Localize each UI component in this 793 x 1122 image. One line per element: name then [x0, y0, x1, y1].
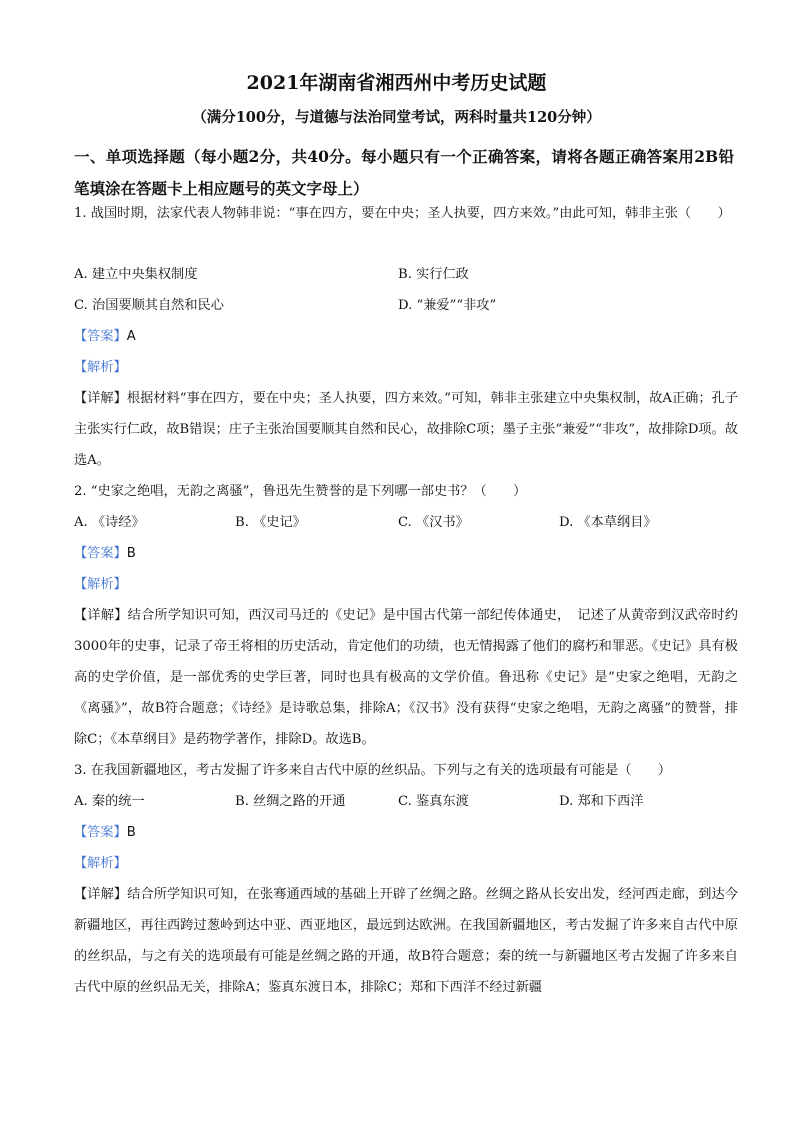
analysis-tag: 【解析】 [74, 577, 127, 592]
question-3-stem: 3. 在我国新疆地区，考古发掘了许多来自古代中原的丝织品。下列与之有关的选项最有可能是（ ） [74, 763, 672, 778]
question-2-detail [74, 600, 738, 755]
question-3-option-d: D. 郑和下西洋 [559, 794, 644, 809]
analysis-tag: 【解析】 [74, 856, 127, 871]
question-1-answer [74, 321, 136, 352]
question-3-detail-text: 结合所学知识可知，在张骞通西域的基础上开辟了丝绸之路。丝绸之路从长安出发，经河西走廊，到达今新疆地区，再往西跨过葱岭到达中亚、西亚地区，最远到达欧洲。在我国新疆地区，考古发掘了许多来自古代中原的丝织品，与之有关的选项最有可能是丝绸之路的开通，故B符合题意；秦的统一与新疆地区考古发掘了许多来自古代中原的丝织品无关，排除A；鉴真东渡日本，排除C；郑和下西洋不经过新疆 [74, 887, 739, 995]
detail-tag: 【详解】 [74, 887, 128, 902]
question-3-option-b: B. 丝绸之路的开通 [235, 794, 346, 809]
analysis-tag: 【解析】 [74, 360, 127, 375]
question-1-stem: 1. 战国时期，法家代表人物韩非说：“事在四方，要在中央；圣人执要，四方来效。”由此可知，韩非主张（ ） [74, 206, 731, 221]
question-3-answer [74, 817, 136, 848]
question-3-option-a: A. 秦的统一 [74, 794, 145, 809]
question-3-options-row [74, 786, 738, 817]
question-2-option-a: A. 《诗经》 [74, 515, 145, 530]
question-2-answer [74, 538, 136, 569]
detail-tag: 【详解】 [74, 608, 128, 623]
section-heading: 一、单项选择题（每小题2分，共40分。每小题只有一个正确答案，请将各题正确答案用2B铅笔填涂在答题卡上相应题号的英文字母上） [74, 147, 734, 198]
question-3-analysis-tag [74, 848, 127, 879]
question-1-options-row-1 [74, 259, 738, 290]
question-3-detail [74, 879, 738, 1003]
question-1-detail [74, 383, 738, 476]
answer-tag: 【答案】 [74, 546, 127, 561]
question-3-option-c: C. 鉴真东渡 [398, 794, 469, 809]
question-1-option-c: C. 治国要顺其自然和民心 [74, 298, 224, 313]
question-2-option-d: D. 《本草纲目》 [559, 515, 657, 530]
page-title: 2021年湖南省湘西州中考历史试题 [246, 72, 547, 94]
question-3-answer-value: B [126, 825, 136, 840]
answer-tag: 【答案】 [74, 825, 127, 840]
question-2-option-c: C. 《汉书》 [398, 515, 469, 530]
detail-tag: 【详解】 [74, 391, 127, 406]
page-subtitle: （满分100分，与道德与法治同堂考试，两科时量共120分钟） [192, 109, 601, 126]
question-2-analysis-tag [74, 569, 127, 600]
question-2-answer-value: B [126, 546, 136, 561]
answer-tag: 【答案】 [74, 329, 127, 344]
question-2-detail-text: 结合所学知识可知，西汉司马迁的《史记》是中国古代第一部纪传体通史， 记述了从黄帝到汉武帝时约3000年的史事，记录了帝王将相的历史活动，肯定他们的功绩，也无情揭露了他们的腐朽和罪恶。《史记》具有极高的史学价值，是一部优秀的史学巨著，同时也具有极高的文学价值。鲁迅称《史记》是“史家之绝唱，无韵之《离骚》”，故B符合题意；《诗经》是诗歌总集，排除A；《汉书》没有获得“史家之绝唱，无韵之离骚”的赞誉，排除C；《本草纲目》是药物学著作，排除D。故选B。 [74, 608, 738, 747]
question-1-option-a: A. 建立中央集权制度 [74, 267, 198, 282]
question-1-analysis-tag [74, 352, 127, 383]
question-1-option-b: B. 实行仁政 [398, 267, 469, 282]
question-1-answer-value: A [126, 329, 136, 344]
question-1-options-row-2 [74, 290, 738, 321]
question-2-options-row [74, 507, 738, 538]
question-2-stem: 2. “史家之绝唱，无韵之离骚”，鲁迅先生赞誉的是下列哪一部史书？（ ） [74, 484, 527, 499]
question-1-option-d: D. “兼爱”“非攻” [398, 298, 497, 313]
question-1-detail-text: 根据材料“事在四方，要在中央；圣人执要，四方来效。”可知，韩非主张建立中央集权制，故A正确；孔子主张实行仁政，故B错误；庄子主张治国要顺其自然和民心，故排除C项；墨子主张“兼爱”“非攻”，故排除D项。故选A。 [74, 391, 739, 468]
question-2-option-b: B. 《史记》 [235, 515, 306, 530]
